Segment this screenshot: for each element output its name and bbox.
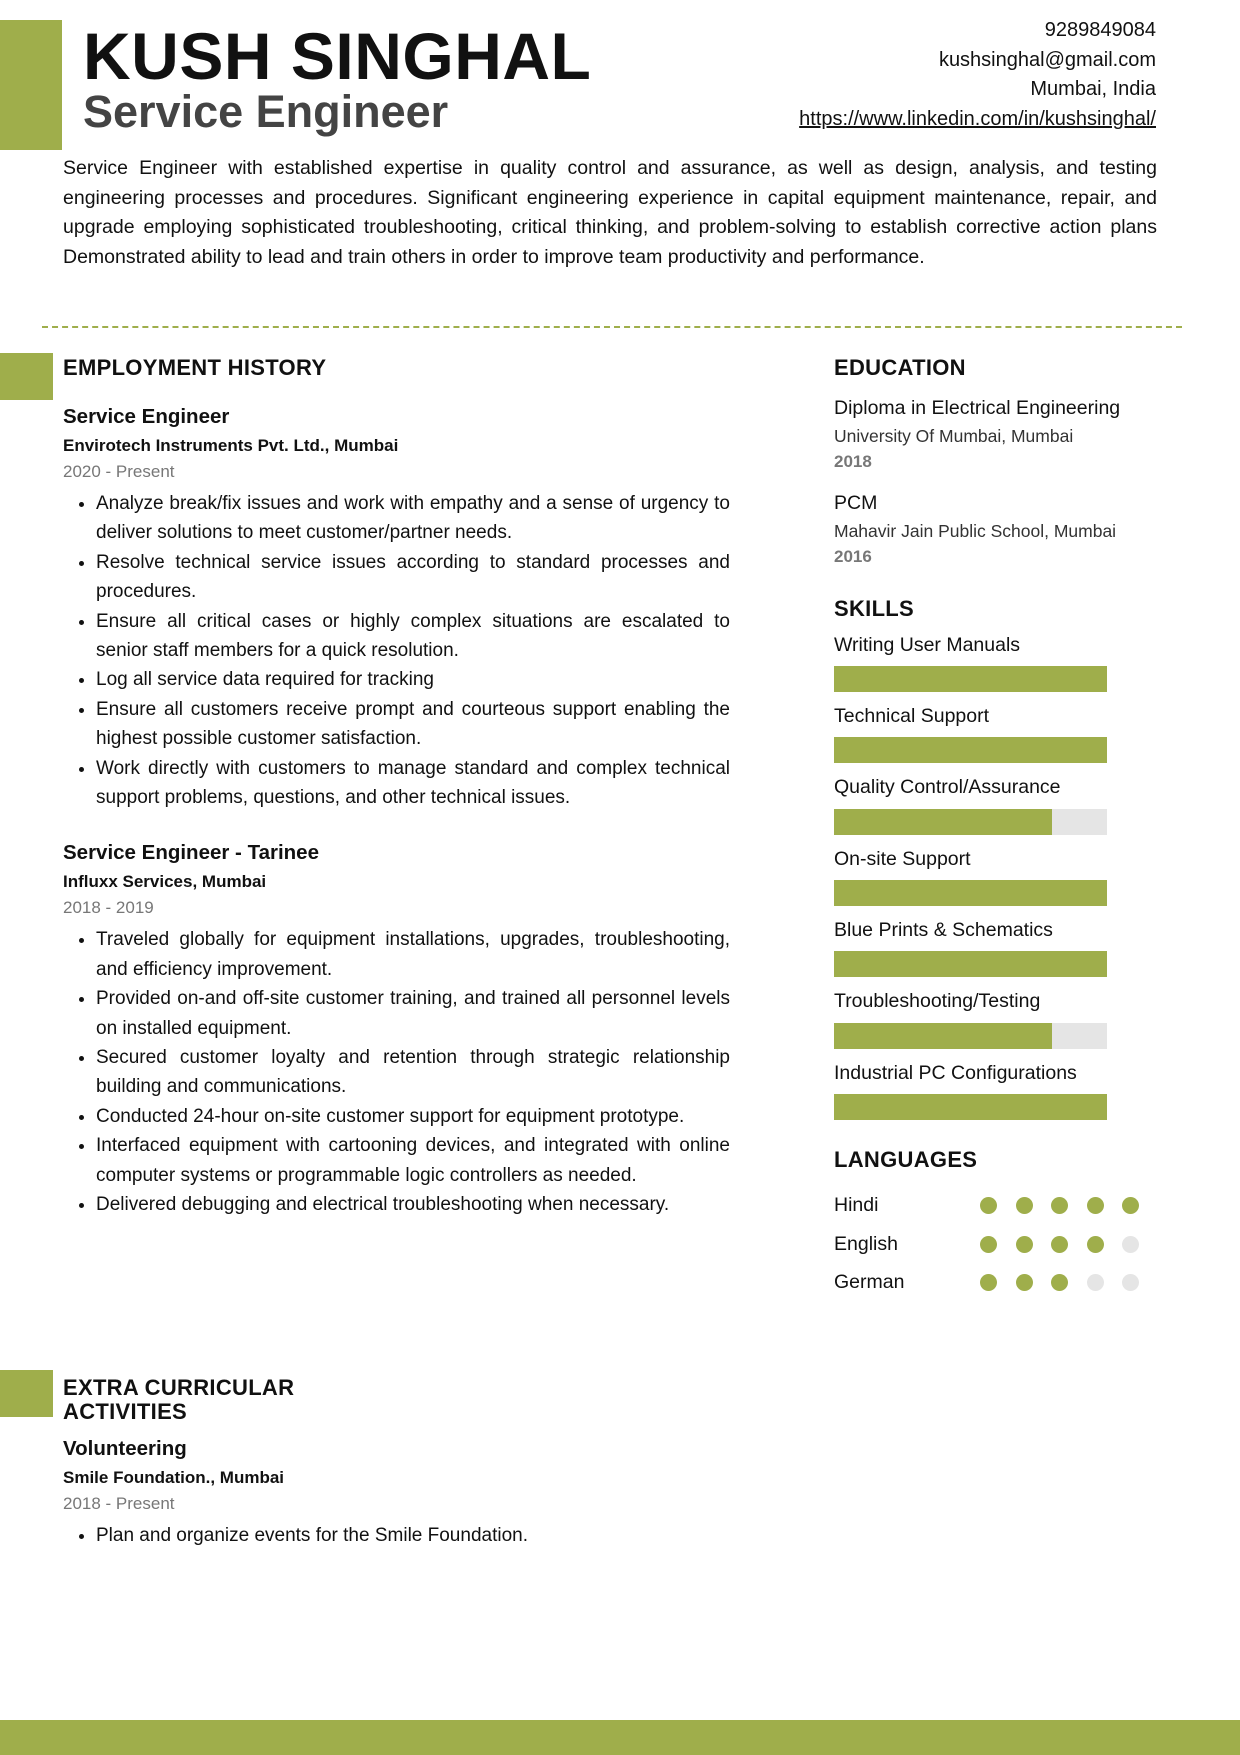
- list-item: • Plan and organize events for the Smile Foundation.: [96, 1521, 730, 1550]
- location: Mumbai, India: [1030, 78, 1156, 100]
- list-item: • Secured customer loyalty and retention through strategic relationship building and communications.: [96, 1043, 730, 1102]
- rating-dot: [1016, 1274, 1033, 1291]
- skill-name: Troubleshooting/Testing: [834, 990, 1041, 1013]
- section-divider: [42, 326, 1182, 328]
- skill-name: On-site Support: [834, 847, 971, 870]
- list-item: • Provided on-and off-site customer training, and trained all personnel levels on installed equipment.: [96, 984, 730, 1043]
- extra-heading-line2: ACTIVITIES: [63, 1399, 188, 1425]
- extra-heading: [63, 1376, 730, 1424]
- rating-dot: [1087, 1197, 1104, 1214]
- job-company: Influxx Services, Mumbai: [63, 872, 267, 892]
- skill-name: Technical Support: [834, 705, 990, 728]
- skill-item: [834, 704, 1164, 763]
- edu-year: 2016: [834, 547, 872, 567]
- skills-heading: SKILLS: [834, 595, 915, 621]
- employment-heading: EMPLOYMENT HISTORY: [63, 355, 327, 380]
- list-item: • Traveled globally for equipment installations, upgrades, troubleshooting, and efficiency improvement.: [96, 925, 730, 984]
- profile-summary: Service Engineer with established expertise in quality control and assurance, as well as design, analysis, and testing engineering processes and procedures. Significant engineering experience in capital equipment maintenance, repair, and upgrade employing sophisticated troubleshooting, critical thinking, and problem-solving to establish corrective action plans Demonstrated ability to lead and train others in order to improve team productivity and performance.: [63, 157, 1157, 268]
- edu-degree: PCM: [834, 492, 878, 515]
- rating-dot: [1122, 1274, 1139, 1291]
- job-bullets: [63, 925, 730, 1219]
- skill-level-bar: [834, 1094, 1107, 1120]
- header-accent-bar: [0, 20, 62, 150]
- activity-bullets: [63, 1521, 730, 1550]
- skill-level-fill: [834, 880, 1107, 906]
- list-item: • Log all service data required for tracking: [96, 665, 730, 694]
- language-item: [834, 1186, 1164, 1225]
- skill-name: Quality Control/Assurance: [834, 776, 1061, 799]
- education-heading: EDUCATION: [834, 355, 966, 380]
- job-title: Service Engineer: [63, 405, 230, 429]
- language-item: [834, 1263, 1164, 1302]
- job-title: Service Engineer - Tarinee: [63, 841, 319, 865]
- language-name: Hindi: [834, 1194, 879, 1217]
- rating-dot: [1122, 1236, 1139, 1253]
- skill-level-bar: [834, 666, 1107, 692]
- candidate-title: Service Engineer: [83, 86, 449, 137]
- contact-block: [799, 16, 1156, 134]
- skill-level-bar: [834, 1023, 1107, 1049]
- list-item: • Delivered debugging and electrical troubleshooting when necessary.: [96, 1190, 730, 1219]
- skill-item: [834, 989, 1164, 1048]
- skill-item: [834, 847, 1164, 906]
- edu-school: Mahavir Jain Public School, Mumbai: [834, 520, 1117, 541]
- skill-name: Blue Prints & Schematics: [834, 919, 1053, 942]
- skill-level-bar: [834, 951, 1107, 977]
- extra-curricular-section: [63, 1376, 730, 1551]
- education-entry: [834, 491, 1164, 568]
- job-entry: [63, 840, 730, 1219]
- rating-dot: [1016, 1236, 1033, 1253]
- activity-org: Smile Foundation., Mumbai: [63, 1468, 284, 1488]
- language-name: English: [834, 1232, 898, 1255]
- language-rating: [980, 1197, 1158, 1214]
- skill-item: [834, 1061, 1164, 1120]
- employment-accent-bar: [0, 353, 53, 400]
- education-entry: [834, 396, 1164, 473]
- rating-dot: [980, 1274, 997, 1291]
- rating-dot: [1016, 1197, 1033, 1214]
- phone: 9289849084: [1044, 19, 1156, 41]
- skill-level-fill: [834, 951, 1107, 977]
- skill-level-fill: [834, 666, 1107, 692]
- skill-name: Writing User Manuals: [834, 633, 1021, 656]
- list-item: • Analyze break/fix issues and work with empathy and a sense of urgency to deliver solutions to meet customer/partner needs.: [96, 489, 730, 548]
- job-entry: [63, 404, 730, 812]
- skill-name: Industrial PC Configurations: [834, 1061, 1077, 1084]
- list-item: • Ensure all customers receive prompt and courteous support enabling the highest possible customer satisfaction.: [96, 695, 730, 754]
- rating-dot: [980, 1236, 997, 1253]
- skill-level-fill: [834, 809, 1052, 835]
- list-item: • Ensure all critical cases or highly complex situations are escalated to senior staff members for a quick resolution.: [96, 607, 730, 666]
- job-dates: 2018 - 2019: [63, 898, 154, 918]
- email: kushsinghal@gmail.com: [938, 48, 1156, 71]
- skill-level-bar: [834, 809, 1107, 835]
- edu-school: University Of Mumbai, Mumbai: [834, 425, 1074, 446]
- skill-level-fill: [834, 1023, 1052, 1049]
- language-rating: [980, 1274, 1158, 1291]
- skill-level-fill: [834, 737, 1107, 763]
- list-item: • Conducted 24-hour on-site customer support for equipment prototype.: [96, 1102, 730, 1131]
- activity-dates: 2018 - Present: [63, 1494, 175, 1514]
- skill-item: [834, 918, 1164, 977]
- rating-dot: [1051, 1197, 1068, 1214]
- skills-list: [834, 633, 1164, 1120]
- rating-dot: [1051, 1236, 1068, 1253]
- edu-year: 2018: [834, 452, 872, 472]
- rating-dot: [1087, 1236, 1104, 1253]
- skill-item: [834, 633, 1164, 692]
- languages-heading: LANGUAGES: [834, 1147, 978, 1173]
- rating-dot: [1122, 1197, 1139, 1214]
- list-item: • Work directly with customers to manage standard and complex technical support problems, questions, and other technical issues.: [96, 754, 730, 813]
- extra-heading-line1: EXTRA CURRICULAR: [63, 1375, 295, 1400]
- skill-item: [834, 775, 1164, 834]
- employment-section: [63, 356, 730, 1219]
- language-rating: [980, 1236, 1158, 1253]
- language-name: German: [834, 1271, 905, 1294]
- sidebar: [834, 356, 1164, 1302]
- languages-list: [834, 1186, 1164, 1302]
- footer-accent-bar: [0, 1720, 1240, 1755]
- candidate-name: KUSH SINGHAL: [83, 19, 592, 93]
- skill-level-bar: [834, 737, 1107, 763]
- skill-level-bar: [834, 880, 1107, 906]
- activity-title: Volunteering: [63, 1437, 187, 1461]
- extra-accent-bar: [0, 1370, 53, 1417]
- language-item: [834, 1225, 1164, 1264]
- rating-dot: [980, 1197, 997, 1214]
- list-item: • Resolve technical service issues according to standard processes and procedures.: [96, 548, 730, 607]
- skill-level-fill: [834, 1094, 1107, 1120]
- linkedin-link[interactable]: https://www.linkedin.com/in/kushsinghal/: [799, 107, 1156, 130]
- edu-degree: Diploma in Electrical Engineering: [834, 397, 1121, 420]
- rating-dot: [1051, 1274, 1068, 1291]
- rating-dot: [1087, 1274, 1104, 1291]
- activity-entry: [63, 1436, 730, 1550]
- job-bullets: [63, 489, 730, 812]
- list-item: • Interfaced equipment with cartooning devices, and integrated with online computer systems or programmable logic controllers as needed.: [96, 1131, 730, 1190]
- job-company: Envirotech Instruments Pvt. Ltd., Mumbai: [63, 435, 399, 455]
- job-dates: 2020 - Present: [63, 461, 175, 481]
